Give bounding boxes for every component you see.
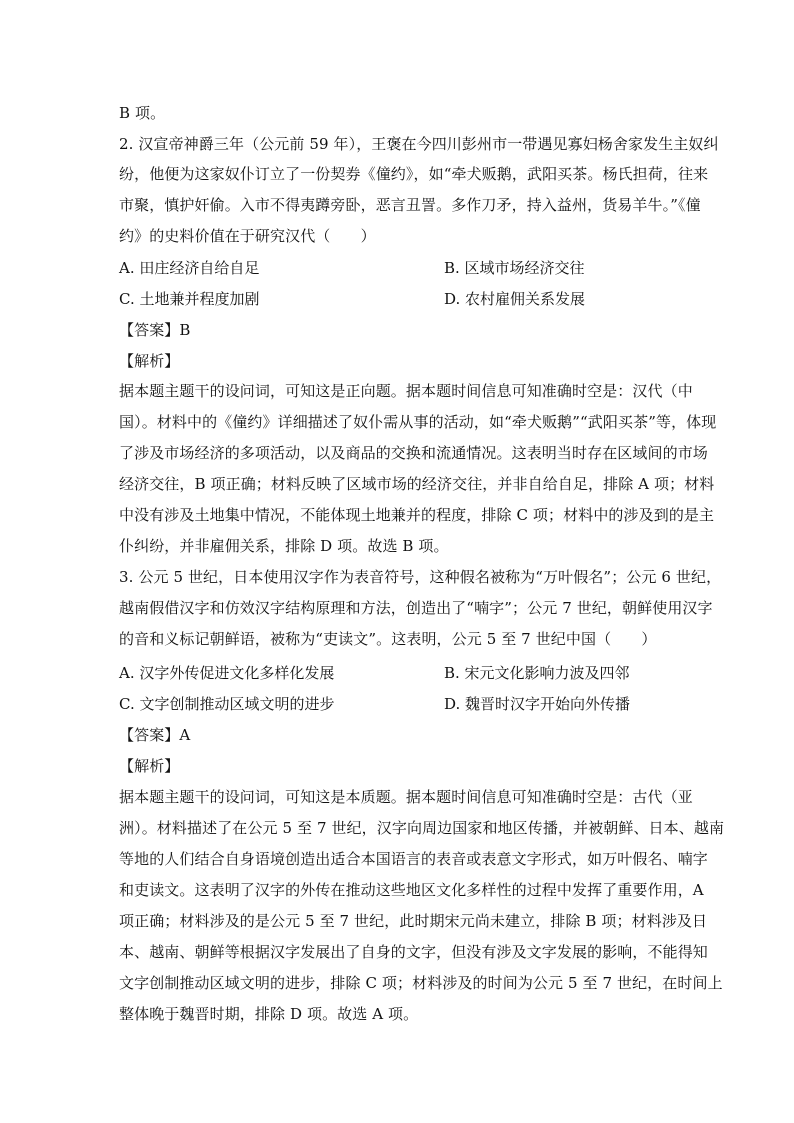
q2-option-d: D. 农村雇佣关系发展 xyxy=(444,290,586,308)
q3-answer: 【答案】A xyxy=(119,726,191,744)
q3-analysis-line: 等地的人们结合自身语境创造出适合本国语言的表音或表意文字形式，如万叶假名、喃字 xyxy=(119,850,708,868)
q3-option-b: B. 宋元文化影响力波及四邻 xyxy=(444,664,630,682)
q3-stem-line: 越南假借汉字和仿效汉字结构原理和方法，创造出了“喃字”；公元 7 世纪，朝鲜使用汉字 xyxy=(119,599,713,617)
q2-analysis-label: 【解析】 xyxy=(119,352,180,370)
q3-stem-line: 3. 公元 5 世纪，日本使用汉字作为表音符号，这种假名被称为“万叶假名”；公元 6 世纪， xyxy=(119,568,722,586)
q3-analysis-line: 项正确；材料涉及的是公元 5 至 7 世纪，此时期宋元尚未建立，排除 B 项；材料涉及日 xyxy=(119,912,708,930)
q2-stem-line: 纷，他便为这家奴仆订立了一份契券《僮约》，如“牵犬贩鹅，武阳买茶。杨氏担荷，往来 xyxy=(119,165,709,183)
q3-option-a: A. 汉字外传促进文化多样化发展 xyxy=(119,664,335,682)
q3-analysis-line: 本、越南、朝鲜等根据汉字发展出了自身的文字，但没有涉及文字发展的影响，不能得知 xyxy=(119,943,708,961)
q2-stem-line: 市聚，慎护奸偷。入市不得夷蹲旁卧，恶言丑詈。多作刀矛，持入益州，货易羊牛。”《僮 xyxy=(119,196,701,214)
q3-analysis-label: 【解析】 xyxy=(119,757,180,775)
q2-answer: 【答案】B xyxy=(119,321,191,339)
q3-option-c: C. 文字创制推动区域文明的进步 xyxy=(119,695,335,713)
q2-option-b: B. 区域市场经济交往 xyxy=(444,259,585,277)
q3-option-d: D. 魏晋时汉字开始向外传播 xyxy=(444,695,631,713)
q2-analysis-line: 了涉及市场经济的多项活动，以及商品的交换和流通情况。这表明当时存在区域间的市场 xyxy=(119,444,708,462)
q2-analysis-line: 国）。材料中的《僮约》详细描述了奴仆需从事的活动，如“牵犬贩鹅”“武阳买茶”等，体现 xyxy=(119,413,717,431)
q2-analysis-line: 据本题主题干的设问词，可知这是正向题。据本题时间信息可知准确时空是：汉代（中 xyxy=(119,382,693,400)
q2-analysis-line: 经济交往，B 项正确；材料反映了区域市场的经济交往，并非自给自足，排除 A 项；材料 xyxy=(119,475,715,493)
q3-analysis-line: 文字创制推动区域文明的进步，排除 C 项；材料涉及的时间为公元 5 至 7 世纪，在时间上 xyxy=(119,974,723,992)
q2-stem-line: 约》的史料价值在于研究汉代（ ） xyxy=(119,227,376,245)
q2-option-a: A. 田庄经济自给自足 xyxy=(119,259,260,277)
q2-analysis-line: 仆纠纷，并非雇佣关系，排除 D 项。故选 B 项。 xyxy=(119,537,449,555)
q3-analysis-line: 据本题主题干的设问词，可知这是本质题。据本题时间信息可知准确时空是：古代（亚 xyxy=(119,788,693,806)
previous-question-tail: B 项。 xyxy=(119,104,166,122)
q2-analysis-line: 中没有涉及土地集中情况，不能体现土地兼并的程度，排除 C 项；材料中的涉及到的是主 xyxy=(119,506,715,524)
q3-stem-line: 的音和义标记朝鲜语，被称为“吏读文”。这表明，公元 5 至 7 世纪中国（ ） xyxy=(119,630,657,648)
q3-analysis-line: 和吏读文。这表明了汉字的外传在推动这些地区文化多样性的过程中发挥了重要作用，A xyxy=(119,881,704,899)
q3-analysis-line: 整体晚于魏晋时期，排除 D 项。故选 A 项。 xyxy=(119,1005,419,1023)
q3-analysis-line: 洲）。材料描述了在公元 5 至 7 世纪，汉字向周边国家和地区传播，并被朝鲜、日本、越南 xyxy=(119,819,725,837)
q2-stem-line: 2. 汉宣帝神爵三年（公元前 59 年），王褒在今四川彭州市一带遇见寡妇杨舍家发生主奴纠 xyxy=(119,135,719,153)
q2-option-c: C. 土地兼并程度加剧 xyxy=(119,290,260,308)
